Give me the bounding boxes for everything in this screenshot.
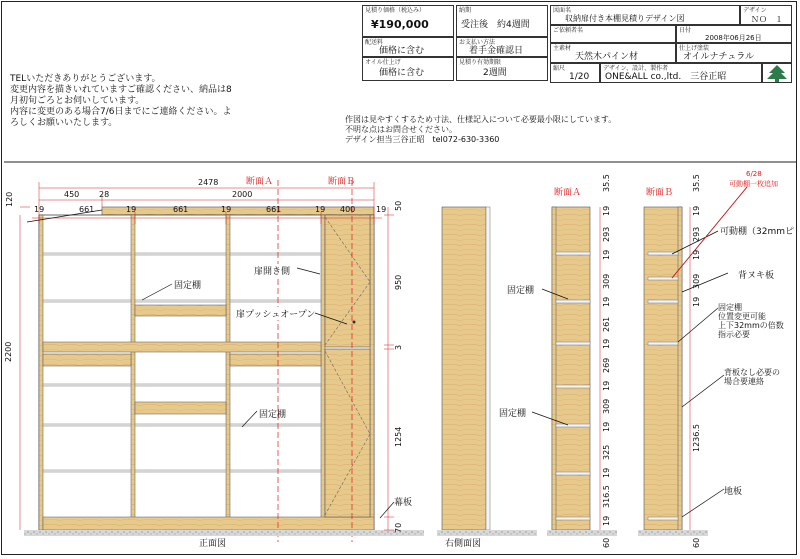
dim-28: 28 [99,190,110,199]
section-a-fixed-shelf: 固定棚 [507,286,535,296]
payment-value: 着手金確認日 [469,46,524,56]
label-plinth: 幕板 [394,498,413,508]
section-b-dim: 19 [692,296,701,307]
label-movable-shelf: 可動棚（32mmピ [720,227,794,237]
noback-note-line: 場合要連絡 [724,377,764,386]
oil-label: オイル仕上げ [365,59,401,66]
section-b-dim-60: 60 [692,537,701,548]
section-b-title: 断面Ｂ [646,188,674,198]
section-b-dim: 309 [692,273,701,289]
delivery-value: 価格に含む [379,46,425,56]
section-b-note-date: 6/28 [746,170,762,178]
dim-950: 950 [394,274,403,290]
dim-left: 450 [64,190,80,199]
section-a-dim: 19 [602,205,611,216]
label-hinge-side: 扉開き側 [254,264,290,277]
section-b-dim: 35.5 [692,174,701,192]
dim-col: 19 [126,205,137,214]
finish-label: 仕上げ塗装 [679,45,710,52]
dim-total-width: 2478 [198,178,219,187]
maker-value: ONE&ALL co.,ltd. 三谷正昭 [605,72,727,82]
customer-label: ご依頼者名 [553,27,584,34]
dim-col: 661 [173,205,189,214]
section-a-title: 断面Ａ [554,188,582,198]
section-a-dim: 316.5 [602,485,611,508]
date-value: 2008年06月26日 [705,34,762,42]
fixed-note-line: 固定棚 [718,303,742,312]
price-value: ¥190,000 [371,18,429,31]
dim-3: 3 [394,344,403,350]
material-label: 主素材 [553,45,572,52]
section-a-dim: 19 [602,467,611,478]
section-a-dim: 293 [602,226,611,242]
section-a-dim: 19 [602,338,611,349]
section-a-dim: 269 [602,357,611,373]
validity-label: 見積り有効期限 [459,59,502,66]
scale-value: 1/20 [569,72,590,82]
section-b-dim: 19 [692,249,701,260]
noback-note-line: 背板なし必要の [724,368,780,377]
validity-value: 2週間 [483,68,507,78]
maker-label: デザイン、設計、製作者 [603,65,669,72]
section-a-dim: 19 [602,249,611,260]
design-no-label: デザイン [743,7,767,14]
finish-value: オイルナチュラル [683,52,755,62]
section-a-dim: 35.5 [602,174,611,192]
note-line: 不明な点はお問合せください。 [345,125,457,134]
dim-1254: 1254 [394,426,403,447]
delivery-label: 配送料 [365,39,384,46]
label-fixed-shelf-note [718,303,784,339]
section-a-dim: 19 [602,296,611,307]
note-line: 作図は見やすくするため寸法、仕様記入について必要最小限にしています。 [345,115,617,124]
side-view-caption: 右側面図 [445,539,482,549]
section-b-dim-1236: 1236.5 [692,424,701,452]
dim-2000: 2000 [232,190,253,199]
section-b-labels [2,2,797,555]
dim-col: 19 [221,205,232,214]
dim-height: 2200 [4,341,13,362]
section-a-dim: 309 [602,398,611,414]
message-line: ろしくお願いいたします。 [10,118,118,128]
label-push-open: 扉プッシュオープン [236,307,315,320]
dim-col: 19 [376,205,387,214]
section-a-dim: 309 [602,273,611,289]
scale-label: 縮尺 [553,65,566,72]
oil-value: 価格に含む [379,68,425,78]
message-line: 月初旬ごろとお伺いしています。 [10,96,145,106]
fixed-note-line: 指示必要 [718,330,750,339]
dim-50: 50 [394,200,403,211]
section-b-dim: 293 [692,226,701,242]
message-line: TELいただきありがとうございます。 [10,74,161,84]
dim-col: 661 [79,205,95,214]
section-b-note-added-shelf: 可動棚一枚追加 [729,180,778,188]
section-a-dim: 60 [602,537,611,548]
fixed-note-line: 位置変更可能 [718,312,766,321]
dim-col: 400 [340,205,356,214]
message-line: 内容に変更のある場合7/6日までにご連絡ください。よ [10,107,232,117]
date-label: 日付 [679,27,692,34]
leadtime-value: 受注後 約4週間 [461,20,530,30]
label-no-back-note [724,368,780,386]
section-a-dim: 325 [602,444,611,460]
section-a-dim: 19 [602,380,611,391]
message-line: 変更内容を描きいれていますご確認ください、納品は8 [10,85,232,95]
price-label: 見積り価格（税込み） [365,7,426,14]
label-fixed-shelf: 固定棚 [174,281,202,291]
payment-label: お支払い方法 [459,39,496,46]
front-view-caption: 正面図 [199,539,227,549]
dim-70: 70 [394,522,403,533]
label-fixed-shelf: 固定棚 [259,410,287,420]
drawing-sheet [1,1,797,555]
material-value: 天然木パイン材 [575,52,639,62]
dim-col: 19 [315,205,326,214]
fixed-note-line: 上下32mmの倍数 [718,321,784,330]
section-a-dim: 19 [602,515,611,526]
section-b-dim: 19 [692,205,701,216]
note-line: デザイン担当三谷正昭 tel072-630-3360 [345,135,500,144]
section-a-dim: 261 [602,316,611,332]
label-bottom-board: 地板 [724,487,743,497]
dim-120: 120 [5,191,14,207]
label-back-board: 背ヌキ板 [738,271,775,281]
design-no: ＮＯ １ [751,15,783,24]
dim-col: 661 [266,205,282,214]
section-a-marker: 断面Ａ [246,177,274,187]
section-b-marker: 断面Ｂ [328,177,356,187]
leadtime-label: 納期 [459,7,472,14]
section-a-dim: 19 [602,421,611,432]
drawing-name-label: 図面名 [553,7,572,14]
drawing-name: 収納扉付き本棚見積りデザイン図 [565,14,685,23]
section-a-fixed-shelf: 固定棚 [499,409,527,419]
dim-col: 19 [34,205,45,214]
